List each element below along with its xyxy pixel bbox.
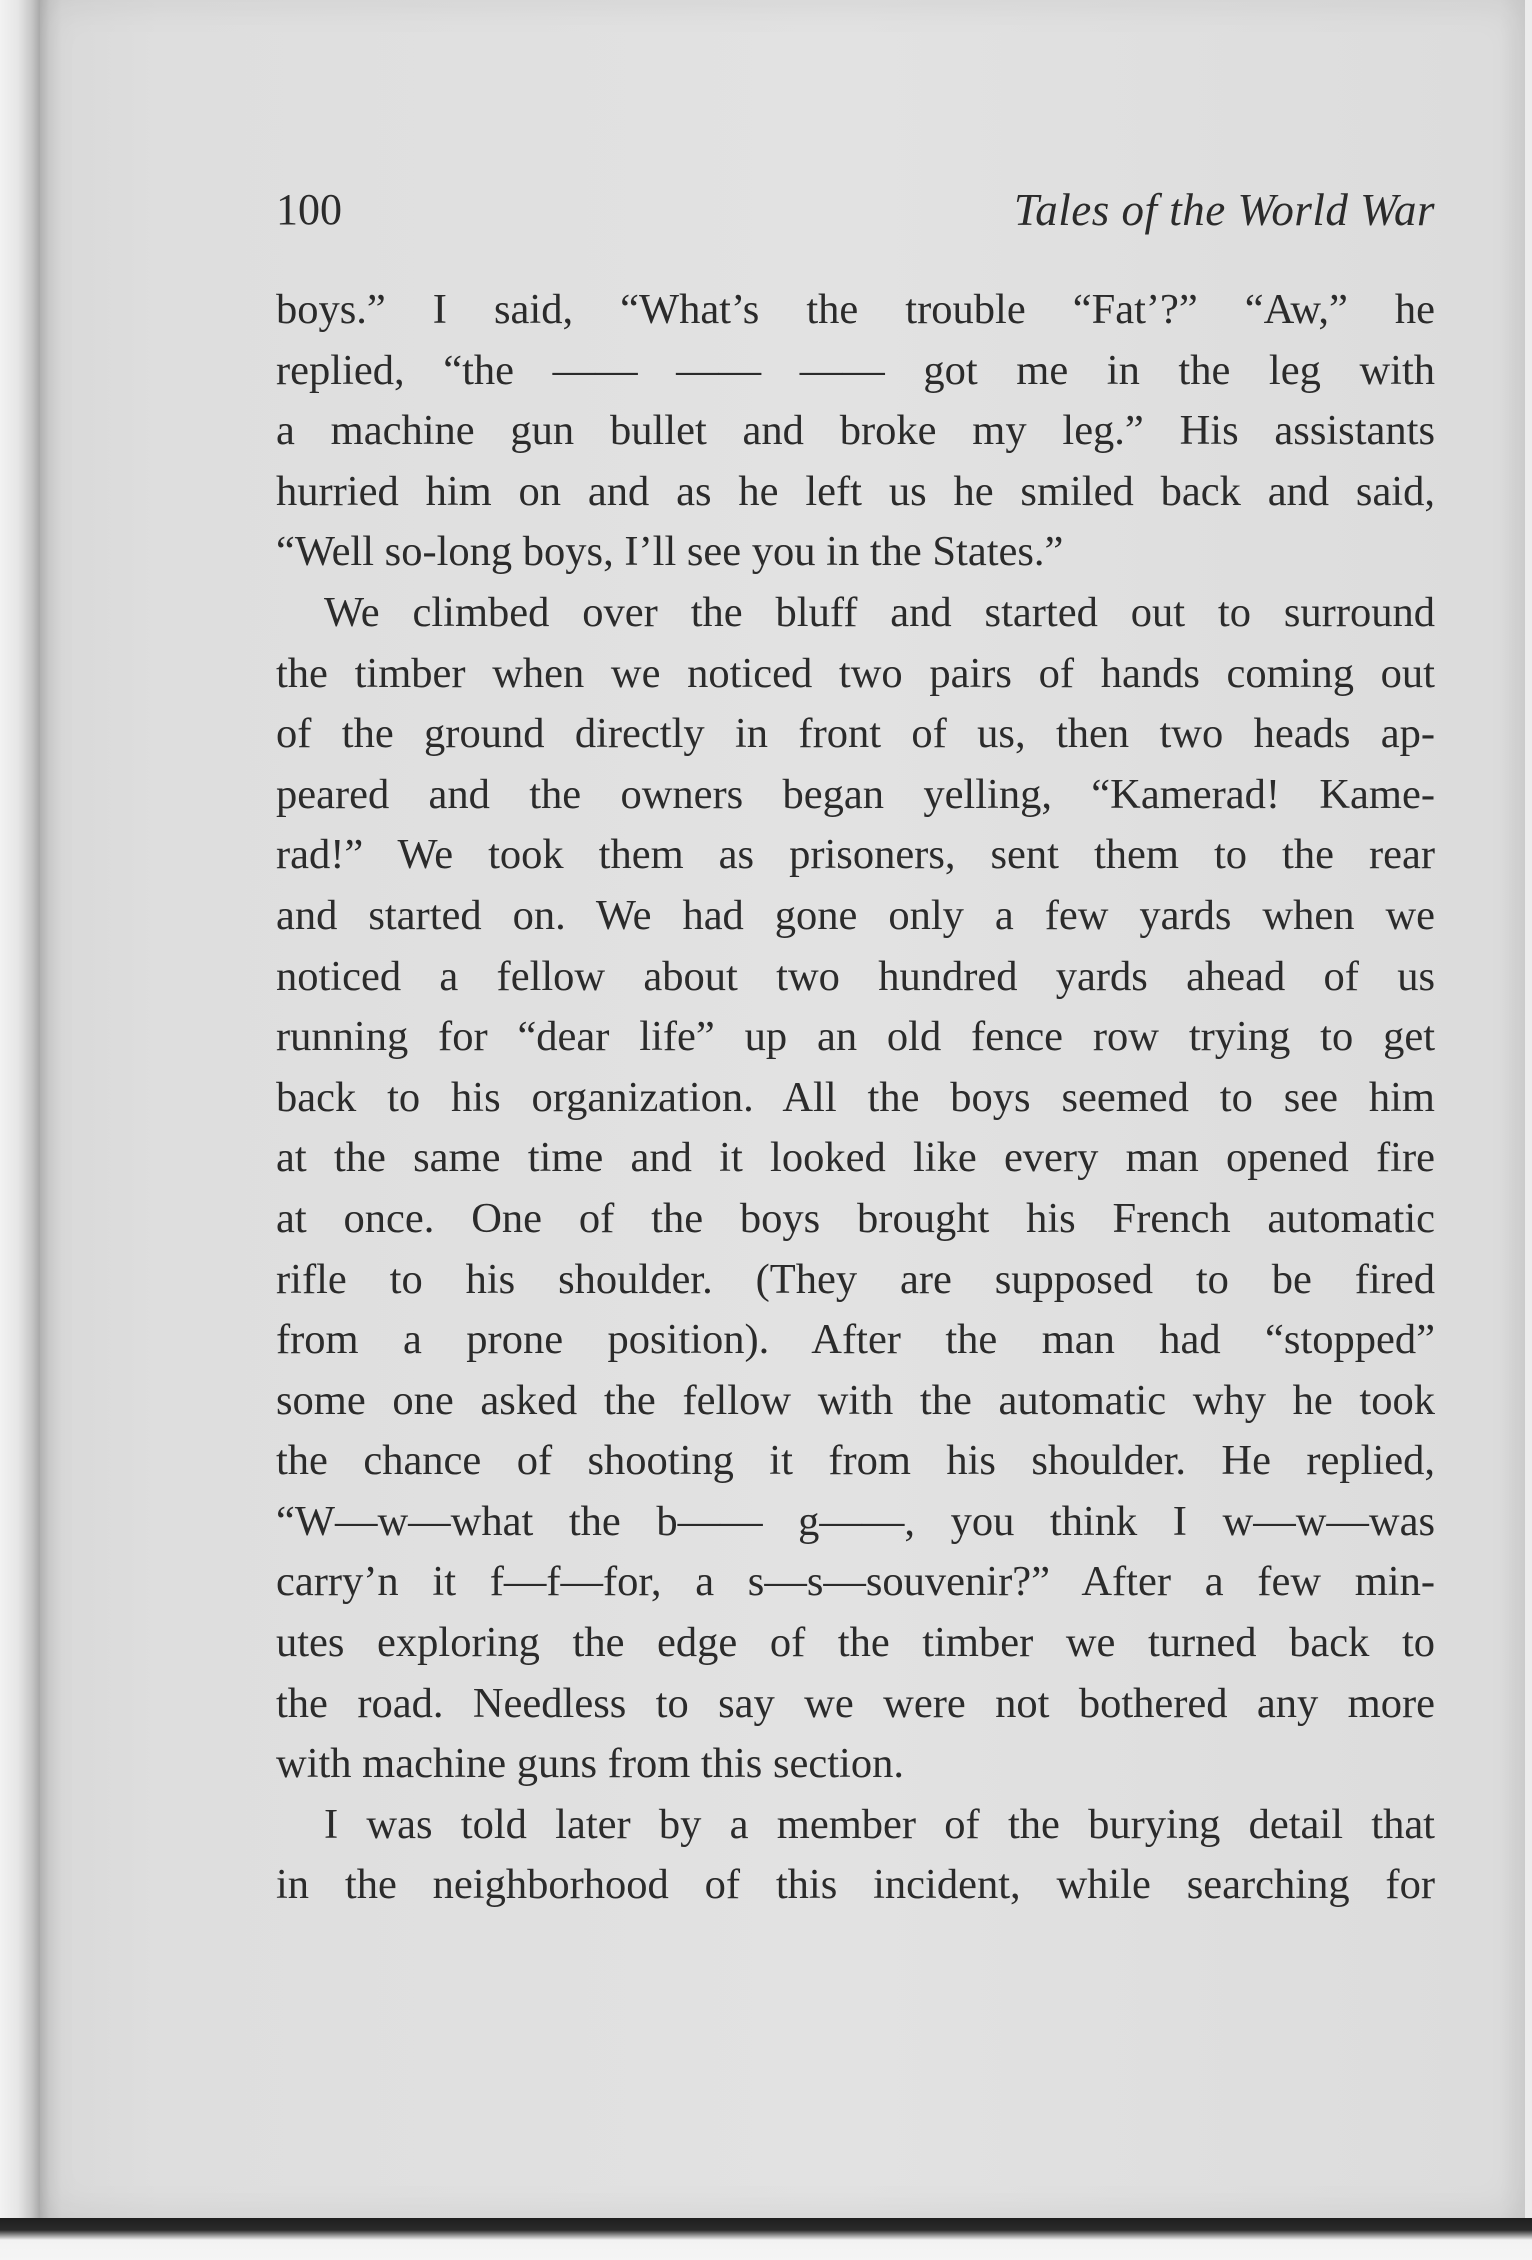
paragraph xyxy=(276,583,1435,1795)
text-line: hurried him on and as he left us he smiled back and said, xyxy=(276,467,1435,515)
text-line: the road. Needless to say we were not bothered any more xyxy=(276,1679,1435,1727)
paragraph xyxy=(276,280,1435,583)
text-line: back to his organization. All the boys seemed to see him xyxy=(276,1073,1435,1121)
text-line: the timber when we noticed two pairs of hands coming out xyxy=(276,649,1435,697)
text-line: I was told later by a member of the burying detail that xyxy=(324,1800,1435,1848)
text-line: and started on. We had gone only a few yards when we xyxy=(276,891,1435,939)
text-line: with machine guns from this section. xyxy=(276,1740,904,1788)
running-head: Tales of the World War xyxy=(1013,185,1435,235)
text-line: peared and the owners began yelling, “Kamerad! Kame- xyxy=(276,770,1435,818)
body-text xyxy=(276,280,1435,1916)
text-line: noticed a fellow about two hundred yards ahead of us xyxy=(276,952,1435,1000)
text-line: at once. One of the boys brought his French automatic xyxy=(276,1194,1435,1242)
book-spine-shadow xyxy=(0,0,40,2260)
text-line: “W—w—what the b—— g——, you think I w—w—was xyxy=(276,1497,1435,1545)
page-header xyxy=(276,180,1435,240)
page-number: 100 xyxy=(276,185,342,234)
text-line: replied, “the —— —— —— got me in the leg with xyxy=(276,346,1435,394)
text-line: carry’n it f—f—for, a s—s—souvenir?” After a few min- xyxy=(276,1558,1435,1606)
text-line: a machine gun bullet and broke my leg.” His assistants xyxy=(276,407,1435,455)
paragraph xyxy=(276,1795,1435,1916)
text-line: rad!” We took them as prisoners, sent them to the rear xyxy=(276,831,1435,879)
text-line: running for “dear life” up an old fence row trying to get xyxy=(276,1013,1435,1061)
text-line: some one asked the fellow with the automatic why he took xyxy=(276,1376,1435,1424)
page-bottom-edge xyxy=(0,2218,1532,2260)
text-line: boys.” I said, “What’s the trouble “Fat’?” “Aw,” he xyxy=(276,286,1435,333)
text-line: We climbed over the bluff and started out to surround xyxy=(324,588,1435,636)
text-line: of the ground directly in front of us, then two heads ap- xyxy=(276,710,1435,758)
text-line: rifle to his shoulder. (They are supposed to be fired xyxy=(276,1255,1435,1303)
text-line: in the neighborhood of this incident, while searching for xyxy=(276,1861,1435,1909)
text-line: from a prone position). After the man had “stopped” xyxy=(276,1316,1435,1364)
page-right-edge xyxy=(1525,0,1532,2218)
text-line: utes exploring the edge of the timber we turned back to xyxy=(276,1619,1435,1667)
text-line: the chance of shooting it from his shoulder. He replied, xyxy=(276,1437,1435,1485)
text-line: at the same time and it looked like every man opened fire xyxy=(276,1134,1435,1182)
text-line: “Well so-long boys, I’ll see you in the States.” xyxy=(276,528,1064,576)
